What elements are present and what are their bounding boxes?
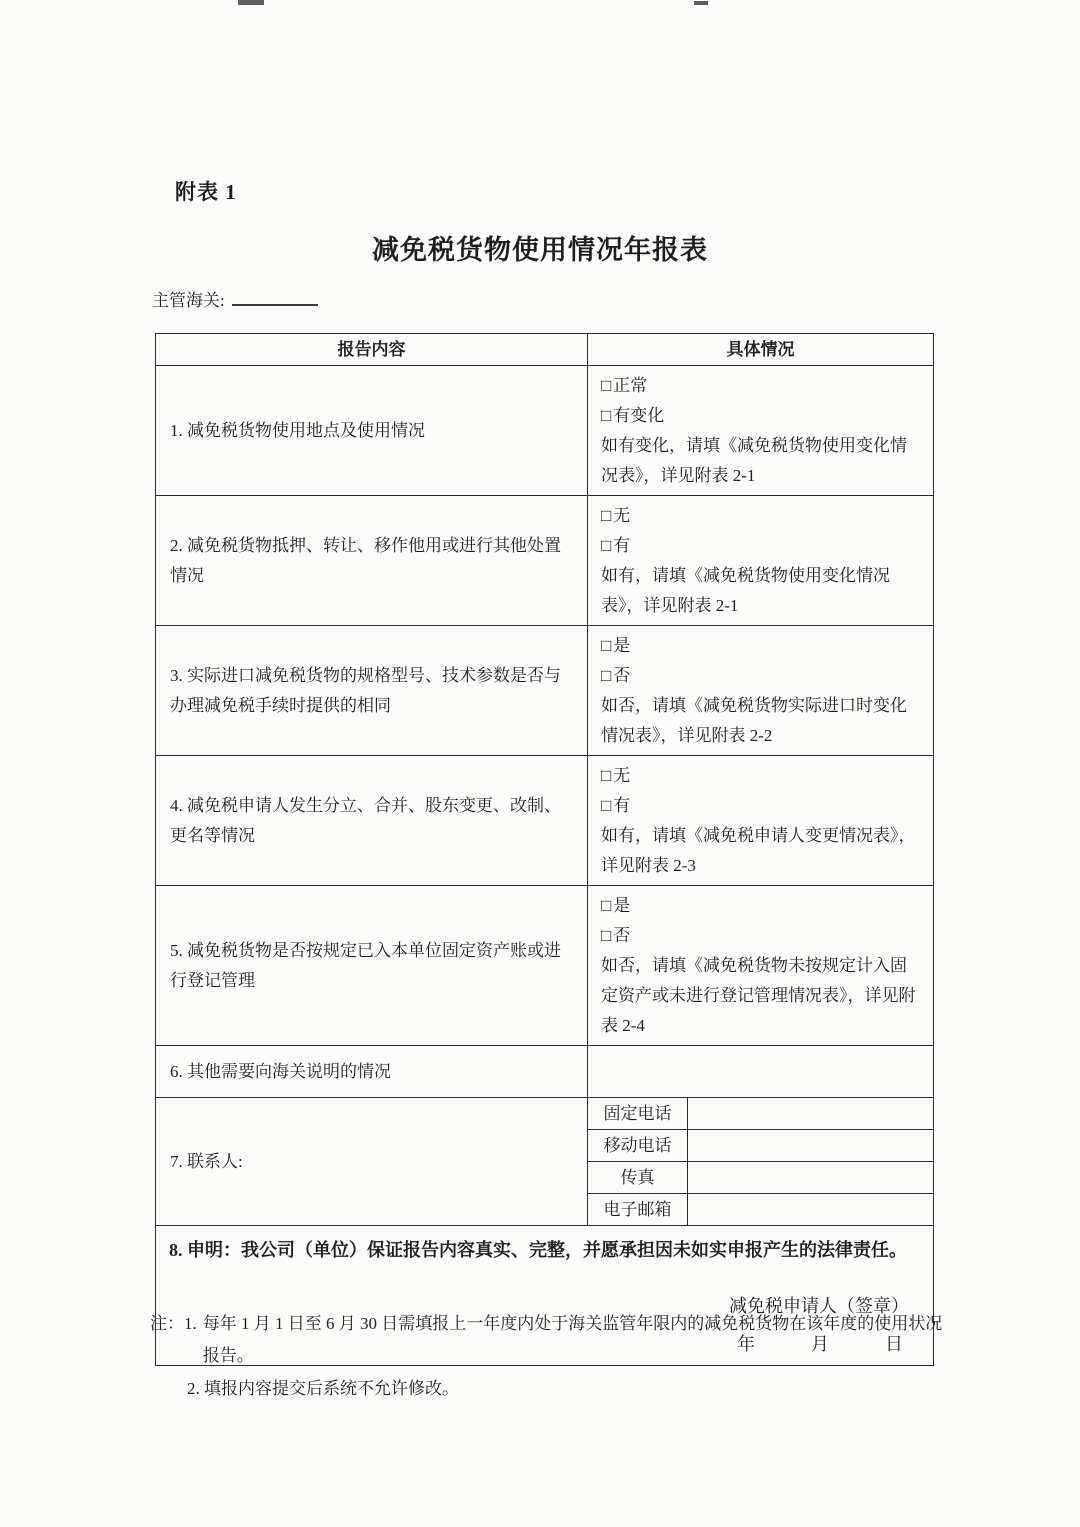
table-row [156, 886, 934, 1046]
checkbox-icon: □ [601, 896, 612, 915]
table-header-row [156, 334, 934, 366]
table-row [156, 626, 934, 756]
option-line [601, 631, 921, 661]
option-line [601, 891, 921, 921]
option-label: 有 [613, 536, 631, 555]
checkbox-icon: □ [601, 506, 612, 525]
report-item-2-details [588, 496, 934, 626]
customs-fill-blank [232, 292, 318, 306]
signature-label: 减免税申请人（签章） [729, 1296, 909, 1316]
supervising-customs-line [152, 286, 318, 311]
detail-note: 如否，请填《减免税货物实际进口时变化情况表》，详见附表 2-2 [601, 696, 907, 745]
option-line [601, 531, 921, 561]
checkbox-icon: □ [601, 406, 612, 425]
column-header-details: 具体情况 [588, 334, 934, 366]
report-item-4-details [588, 756, 934, 886]
date-year-label: 年 [737, 1334, 755, 1354]
report-item-6-details [588, 1046, 934, 1098]
option-label: 否 [613, 666, 631, 685]
table-row [156, 366, 934, 496]
table-row [156, 756, 934, 886]
column-header-report-content: 报告内容 [156, 334, 588, 366]
checkbox-icon: □ [601, 666, 612, 685]
contact-field-value-email [688, 1194, 934, 1226]
checkbox-icon: □ [601, 636, 612, 655]
table-row [156, 496, 934, 626]
option-label: 正常 [613, 376, 648, 395]
annual-report-table [155, 333, 934, 1366]
contact-field-label-email: 电子邮箱 [588, 1194, 688, 1226]
option-line [601, 371, 921, 401]
report-item-7: 7. 联系人: [156, 1098, 588, 1226]
page-title: 减免税货物使用情况年报表 [372, 235, 708, 265]
report-item-1: 1. 减免税货物使用地点及使用情况 [156, 366, 588, 496]
footnote-1 [150, 1308, 950, 1372]
contact-field-value-phone [688, 1098, 934, 1130]
table-row-contact [156, 1098, 934, 1130]
supervising-customs-label: 主管海关: [152, 291, 225, 310]
checkbox-icon: □ [601, 766, 612, 785]
option-line [601, 921, 921, 951]
option-label: 是 [613, 896, 631, 915]
option-label: 有变化 [613, 406, 665, 425]
option-label: 否 [613, 926, 631, 945]
option-line [601, 761, 921, 791]
detail-note: 如有，请填《减免税申请人变更情况表》，详见附表 2-3 [601, 826, 916, 875]
footnote-1-number: 1. [184, 1314, 197, 1333]
date-day-label: 日 [885, 1334, 903, 1354]
option-line [601, 401, 921, 431]
detail-note: 如否，请填《减免税货物未按规定计入固定资产或未进行登记管理情况表》，详见附表 2-4 [601, 956, 916, 1035]
table-row [156, 1046, 934, 1098]
declaration-statement: 8. 申明：我公司（单位）保证报告内容真实、完整，并愿承担因未如实申报产生的法律责任。 [169, 1240, 907, 1260]
report-item-2: 2. 减免税货物抵押、转让、移作他用或进行其他处置情况 [156, 496, 588, 626]
contact-field-label-phone: 固定电话 [588, 1098, 688, 1130]
report-item-3: 3. 实际进口减免税货物的规格型号、技术参数是否与办理减免税手续时提供的相同 [156, 626, 588, 756]
footnote-prefix: 注： [150, 1314, 184, 1333]
report-item-5: 5. 减免税货物是否按规定已入本单位固定资产账或进行登记管理 [156, 886, 588, 1046]
contact-field-label-mobile: 移动电话 [588, 1130, 688, 1162]
date-month-label: 月 [811, 1334, 829, 1354]
scan-artifact [238, 0, 264, 5]
report-item-1-details [588, 366, 934, 496]
option-label: 无 [613, 766, 631, 785]
option-line [601, 791, 921, 821]
option-line [601, 501, 921, 531]
footnotes [150, 1308, 950, 1405]
report-item-6: 6. 其他需要向海关说明的情况 [156, 1046, 588, 1098]
attachment-label: 附表 1 [175, 180, 237, 204]
checkbox-icon: □ [601, 926, 612, 945]
contact-field-value-mobile [688, 1130, 934, 1162]
checkbox-icon: □ [601, 796, 612, 815]
option-label: 有 [613, 796, 631, 815]
checkbox-icon: □ [601, 536, 612, 555]
report-item-5-details [588, 886, 934, 1046]
footnote-1-text: 每年 1 月 1 日至 6 月 30 日需填报上一年度内处于海关监管年限内的减免税货物在该年度的使用状况报告。 [202, 1314, 943, 1365]
detail-note: 如有，请填《减免税货物使用变化情况表》，详见附表 2-1 [601, 566, 890, 615]
option-label: 是 [613, 636, 631, 655]
report-item-3-details [588, 626, 934, 756]
contact-field-value-fax [688, 1162, 934, 1194]
scan-artifact [694, 1, 708, 5]
option-line [601, 661, 921, 691]
contact-field-label-fax: 传真 [588, 1162, 688, 1194]
checkbox-icon: □ [601, 376, 612, 395]
option-label: 无 [613, 506, 631, 525]
footnote-2: 2. 填报内容提交后系统不允许修改。 [187, 1379, 459, 1398]
detail-note: 如有变化，请填《减免税货物使用变化情况表》，详见附表 2-1 [601, 436, 907, 485]
report-item-4: 4. 减免税申请人发生分立、合并、股东变更、改制、更名等情况 [156, 756, 588, 886]
